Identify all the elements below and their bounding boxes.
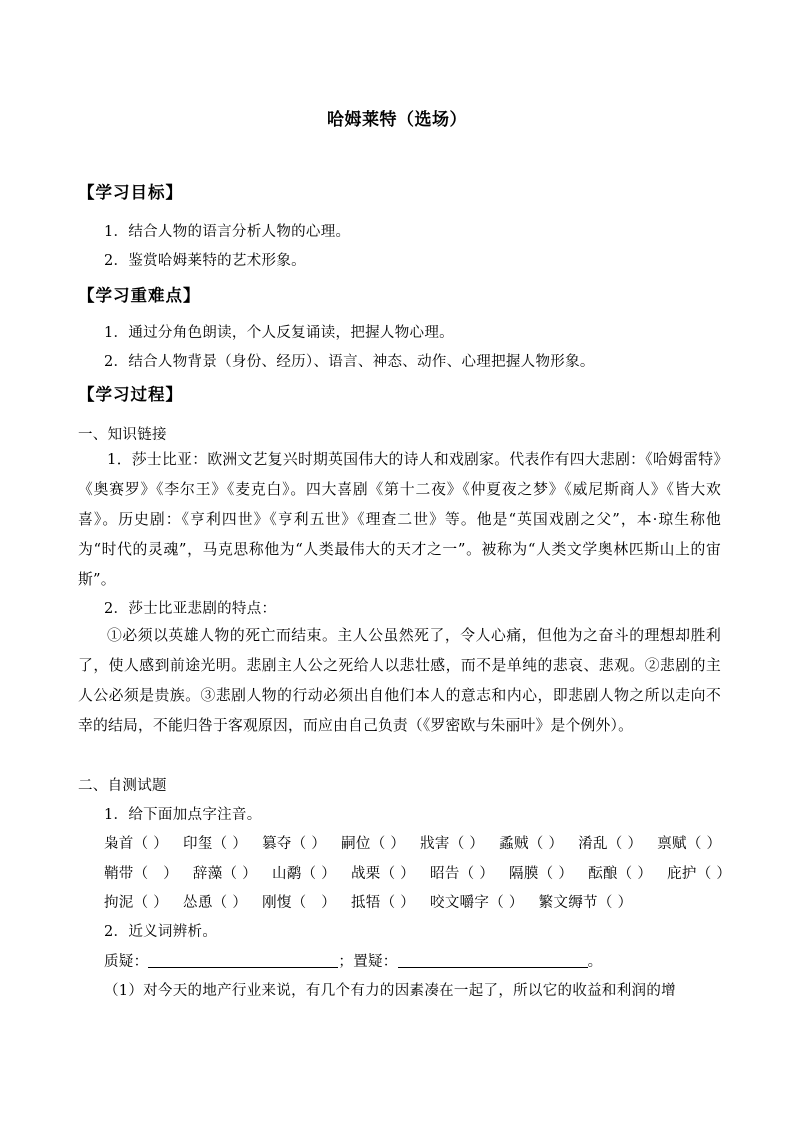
pinyin-item: 咬文嚼字（ ） [430,895,524,911]
pinyin-item: 隔膜（ ） [509,866,574,882]
pinyin-item: 篡夺（ ） [262,836,327,852]
pinyin-row-2 [104,862,741,883]
paragraph-shakespeare: 1．莎士比亚：欧洲文艺复兴时期英国伟大的诗人和戏剧家。代表作有四大悲剧：《哈姆雷特》《奥赛罗》《李尔王》《麦克白》。四大喜剧《第十二夜》《仲夏夜之梦》《威尼斯商人》《皆大欢喜》。历史剧：《亨利四世》《亨利五世》《理查二世》等。他是“英国戏剧之父”，本·琼生称他为“时代的灵魂”，马克思称他为“人类最伟大的天才之一”。被称为“人类文学奥林匹斯山上的宙斯”。 [78,451,721,588]
pinyin-item: 辞藻（ ） [192,866,258,882]
pinyin-item: 庇护（ ） [667,866,732,882]
paragraph-tragedy-heading: 2．莎士比亚悲剧的特点： [104,601,277,617]
pinyin-item: 枭首（ ） [104,836,169,852]
part-heading-knowledge: 一、知识链接 [78,427,167,443]
pinyin-item: 刚愎（ ） [262,895,337,911]
pinyin-item: 山鹬（ ） [271,866,337,882]
answer-blank-zhiyi[interactable] [148,953,338,968]
pinyin-item: 嗣位（ ） [341,836,406,852]
paragraph-tragedy-features: ①必须以英雄人物的死亡而结束。主人公虽然死了，令人心痛，但他为之奋斗的理想却胜利了，使人感到前途光明。悲剧主人公之死给人以悲壮感，而不是单纯的悲哀、悲观。②悲剧的主人公必须是贵族。③悲剧人物的行动必须出自他们本人的意志和内心，即悲剧人物之所以走向不幸的结局，不能归咎于客观原因，而应由自己负责（《罗密欧与朱丽叶》是个例外）。 [78,627,721,734]
section-heading-process: 【学习过程】 [78,385,183,404]
pinyin-item: 禀赋（ ） [657,836,722,852]
zhiyi-end: 。 [587,954,603,970]
pinyin-item: 昭告（ ） [430,866,495,882]
page-title: 哈姆莱特（选场） [327,110,467,130]
question-2: 2．近义词辨析。 [104,924,218,940]
pinyin-item: 鞘带（ ） [104,866,178,882]
pinyin-item: 繁文缛节（ ） [538,895,633,911]
goal-item-1: 1．结合人物的语言分析人物的心理。 [104,224,351,240]
pinyin-item: 战栗（ ） [350,866,416,882]
pinyin-item: 拘泥（ ） [104,895,169,911]
pinyin-row-3 [104,891,642,912]
question-1: 1．给下面加点字注音。 [104,807,262,823]
pinyin-item: 印玺（ ） [183,836,248,852]
synonym-blanks-line [104,950,602,971]
pinyin-item: 蟊贼（ ） [499,836,564,852]
answer-blank-zhiyi-2[interactable] [398,953,588,968]
section-heading-keypoints: 【学习重难点】 [78,286,201,305]
goal-item-2: 2．鉴赏哈姆莱特的艺术形象。 [104,253,306,269]
zhiyi-separator: ；置疑： [338,954,398,970]
pinyin-item: 怂恿（ ） [183,895,248,911]
pinyin-row-1 [104,832,731,853]
pinyin-item: 抵牾（ ） [350,895,416,911]
part-heading-selftest: 二、自测试题 [78,778,167,794]
pinyin-item: 淆乱（ ） [578,836,643,852]
pinyin-item: 酝酿（ ） [588,866,653,882]
question-2-sentence-1: （1）对今天的地产行业来说，有几个有力的因素凑在一起了，所以它的收益和利润的增 [104,983,676,999]
zhiyi-label: 质疑： [104,954,149,970]
keypoint-item-2: 2．结合人物背景（身份、经历）、语言、神态、动作、心理把握人物形象。 [104,354,595,370]
keypoint-item-1: 1．通过分角色朗读，个人反复诵读，把握人物心理。 [104,325,454,341]
section-heading-goals: 【学习目标】 [78,183,183,202]
pinyin-item: 戕害（ ） [420,836,485,852]
